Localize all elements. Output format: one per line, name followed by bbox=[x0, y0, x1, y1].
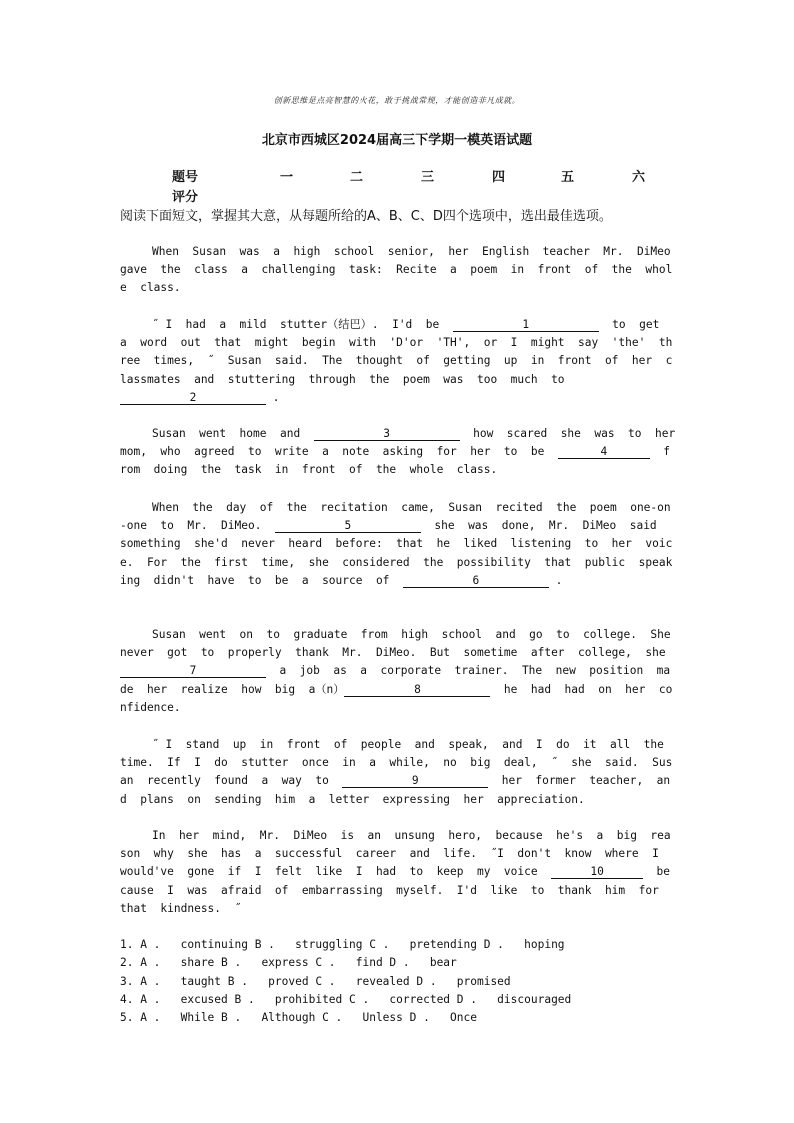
paragraph-text: ˝ I had a mild stutter（结巴）. I'd be bbox=[152, 318, 453, 331]
paragraph-text: In her mind, Mr. DiMeo is an unsung hero, because he's a big reason why she has a successful career and life. ˝I don't know where I would've gone if I felt like I had to keep my voice bbox=[120, 829, 673, 879]
answer-blank-4[interactable]: 4 bbox=[558, 445, 650, 459]
answer-blank-5[interactable]: 5 bbox=[275, 519, 421, 533]
question-options-3[interactable]: 3. A . taught B . proved C . revealed D . promised bbox=[120, 974, 511, 988]
options-list bbox=[120, 936, 680, 1027]
paragraph-text: Susan went on to graduate from high school and go to college. She never got to properly thank Mr. DiMeo. But sometime after college, she bbox=[120, 628, 685, 660]
answer-blank-7[interactable]: 7 bbox=[120, 664, 266, 678]
paragraph-text: . bbox=[548, 573, 563, 587]
reading-instruction: 阅读下面短文，掌握其大意，从每题所给的A、B、C、D四个选项中，选出最佳选项。 bbox=[120, 209, 612, 224]
answer-blank-1[interactable]: 1 bbox=[453, 318, 599, 332]
question-options-5[interactable]: 5. A . While B . Although C . Unless D . Once bbox=[120, 1011, 477, 1025]
answer-blank-6[interactable]: 6 bbox=[403, 574, 549, 588]
score-table-col-3: 三 bbox=[421, 170, 435, 185]
paragraph-text: When Susan was a high school senior, her English teacher Mr. DiMeo gave the class a challenging task: Recite a poem in front of the whole class. bbox=[120, 245, 685, 295]
answer-blank-2[interactable]: 2 bbox=[120, 391, 266, 405]
score-table-col-1: 一 bbox=[280, 170, 294, 185]
paragraph-text: her former teacher, and plans on sending him a letter expressing her appreciation. bbox=[120, 774, 671, 806]
paragraph-text: from doing the task in front of the whole class. bbox=[120, 445, 671, 477]
paragraph-text: ˝ I stand up in front of people and speak, and I do it all the time. If I do stutter once in a while, no big deal, ˝ she said. Susan recently found a way to bbox=[120, 738, 678, 788]
question-options-1[interactable]: 1. A . continuing B . struggling C . pretending D . hoping bbox=[120, 938, 565, 951]
score-table-score-label: 评分 bbox=[172, 190, 199, 205]
paragraph-text: Susan went home and bbox=[152, 427, 314, 440]
passage-paragraph-1 bbox=[120, 243, 685, 298]
passage-paragraph-2 bbox=[120, 316, 676, 407]
header-motto: 创新思维是点亮智慧的火花，敢于挑战常规，才能创造非凡成就。 bbox=[273, 96, 521, 105]
paragraph-text: because I was afraid of embarrassing myself. I'd like to thank him for that kindness. ˝ bbox=[120, 865, 673, 915]
passage-paragraph-5 bbox=[120, 626, 685, 717]
score-table-col-4: 四 bbox=[492, 170, 506, 185]
passage-paragraph-3 bbox=[120, 425, 689, 480]
score-table-col-6: 六 bbox=[632, 170, 646, 185]
page-title: 北京市西城区2024届高三下学期一模英语试题 bbox=[261, 133, 533, 148]
paragraph-text: . bbox=[266, 390, 280, 404]
paragraph-text: When the day of the recitation came, Susan recited the poem one-on-one to Mr. DiMeo. bbox=[120, 501, 671, 533]
paragraph-text: she was done, Mr. DiMeo said something she'd never heard before: that he liked listening to her voice. For the first time, she considered the possibility that public speaking didn't have to be a source of bbox=[120, 519, 673, 587]
score-table-col-5: 五 bbox=[561, 170, 575, 185]
answer-blank-10[interactable]: 10 bbox=[551, 865, 643, 879]
question-options-4[interactable]: 4. A . excused B . prohibited C . corrected D . discouraged bbox=[120, 992, 572, 1006]
question-options-2[interactable]: 2. A . share B . express C . find D . bear bbox=[120, 956, 457, 970]
score-table-row-label: 题号 bbox=[172, 170, 199, 185]
passage-paragraph-4 bbox=[120, 499, 676, 590]
passage-paragraph-6 bbox=[120, 736, 676, 809]
paragraph-text: he had had on her confidence. bbox=[120, 682, 673, 714]
answer-blank-8[interactable]: 8 bbox=[344, 683, 490, 697]
score-table-col-2: 二 bbox=[350, 170, 364, 185]
passage-paragraph-7 bbox=[120, 827, 676, 918]
paragraph-text: to get a word out that might begin with 'D'or 'TH', or I might say 'the' three times, ˝ Susan said. The thought of getting up in front of her classmates and stuttering through the poem was too much to bbox=[120, 318, 673, 386]
answer-blank-9[interactable]: 9 bbox=[342, 774, 488, 788]
paragraph-text: a job as a corporate trainer. The new position made her realize how big a（n） bbox=[120, 664, 671, 696]
answer-blank-3[interactable]: 3 bbox=[314, 427, 460, 441]
paragraph-text: how scared she was to her mom, who agreed to write a note asking for her to be bbox=[120, 427, 689, 459]
